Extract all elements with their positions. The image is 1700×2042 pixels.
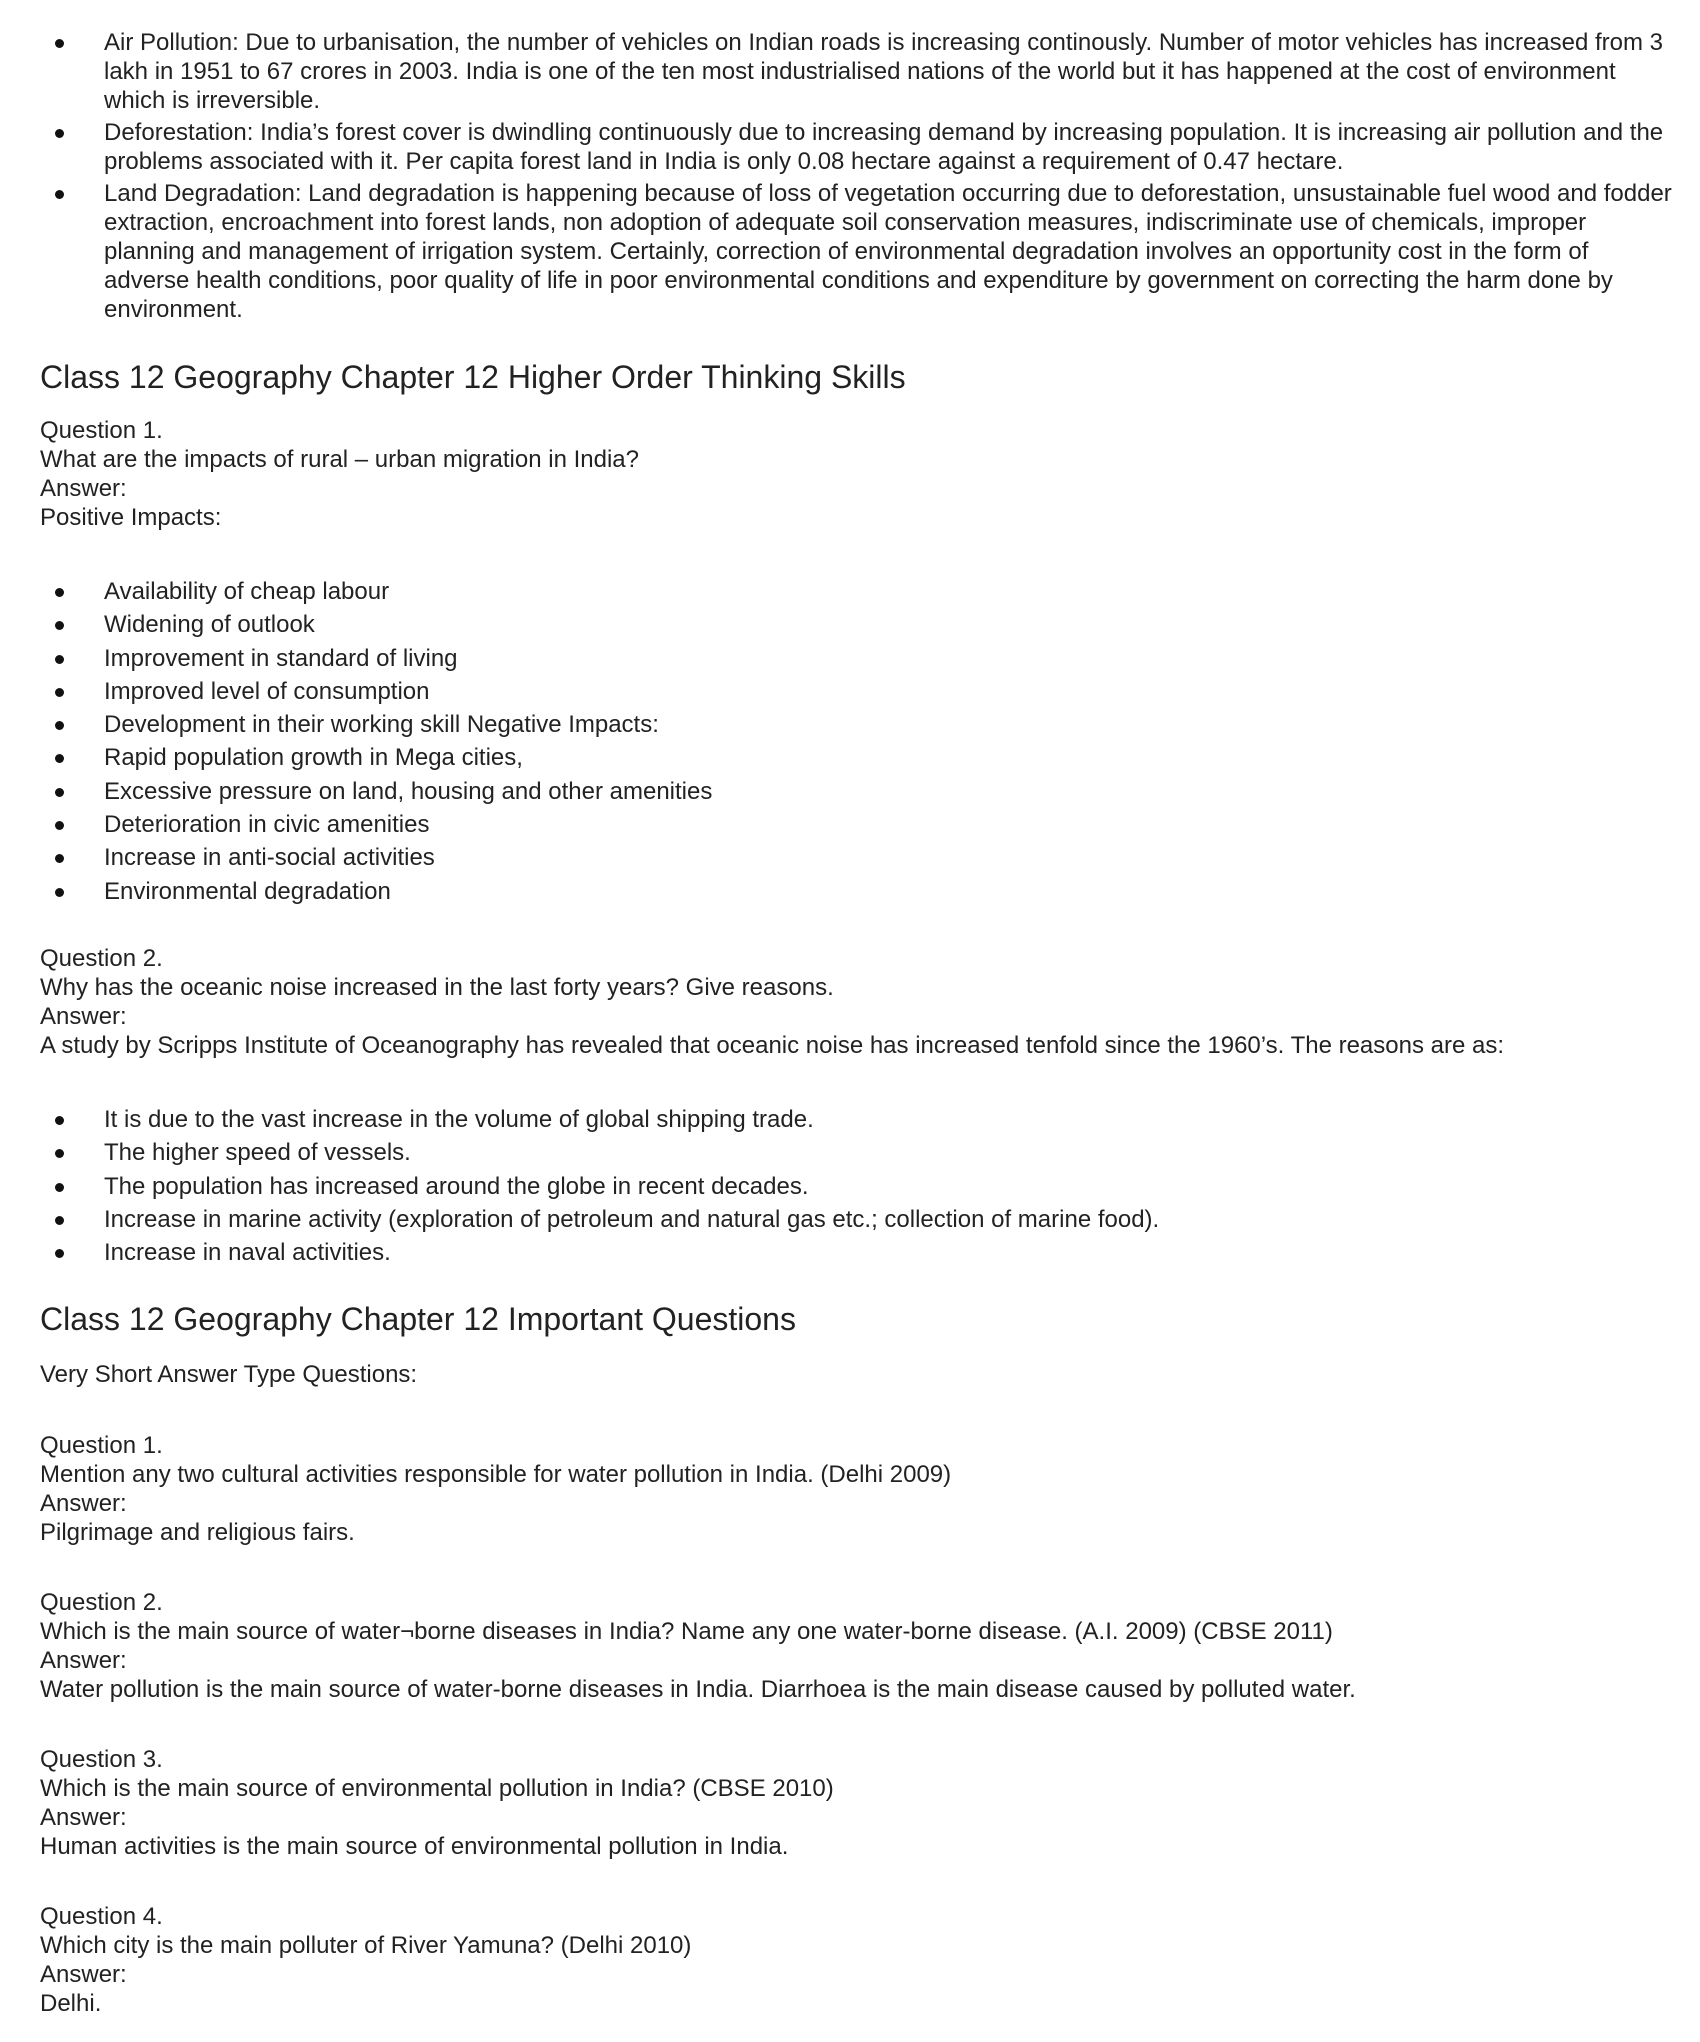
answer-label: Answer: — [40, 1961, 127, 1989]
list-item: The higher speed of vessels. — [40, 1136, 1680, 1169]
list-item: Increase in anti-social activities — [40, 841, 1680, 874]
hots-heading: Class 12 Geography Chapter 12 Higher Order Thinking Skills — [40, 359, 906, 395]
question-label: Question 2. — [40, 1589, 163, 1617]
answer-intro: Positive Impacts: — [40, 504, 222, 531]
list-item: Availability of cheap labour — [40, 575, 1680, 608]
list-item: It is due to the vast increase in the volume of global shipping trade. — [40, 1103, 1680, 1136]
list-item: Deforestation: India’s forest cover is dwindling continuously due to increasing demand by increasing population. It is increasing air pollution and the problems associated with it. Per capita forest land in India is only 0.08 hectare against a requirement of 0.47 hectare. — [40, 118, 1680, 176]
question-text: Which city is the main polluter of River Yamuna? (Delhi 2010) — [40, 1932, 692, 1960]
list-item: Air Pollution: Due to urbanisation, the number of vehicles on Indian roads is increasing continously. Number of motor vehicles has increased from 3 lakh in 1951 to 67 crores in 2003. India is one of the ten most industrialised nations of the world but it has happened at the cost of environment which is irreversible. — [40, 28, 1680, 115]
oceanic-noise-reasons-list — [40, 1103, 1680, 1269]
answer-label: Answer: — [40, 1647, 127, 1675]
question-label: Question 1. — [40, 417, 163, 444]
important-question-3 — [40, 1745, 1680, 1861]
question-label: Question 2. — [40, 944, 163, 972]
list-item: Development in their working skill Negative Impacts: — [40, 708, 1680, 741]
list-item: Widening of outlook — [40, 608, 1680, 641]
answer-text: Pilgrimage and religious fairs. — [40, 1519, 355, 1547]
answer-text: Delhi. — [40, 1990, 102, 2018]
question-text: Mention any two cultural activities responsible for water pollution in India. (Delhi 2009) — [40, 1461, 952, 1489]
answer-intro: A study by Scripps Institute of Oceanography has revealed that oceanic noise has increased tenfold since the 1960’s. The reasons are as: — [40, 1031, 1505, 1059]
list-item: Excessive pressure on land, housing and other amenities — [40, 775, 1680, 808]
intro-bullet-list — [40, 28, 1680, 324]
migration-impacts-list — [40, 575, 1680, 908]
answer-text: Human activities is the main source of environmental pollution in India. — [40, 1833, 789, 1861]
answer-label: Answer: — [40, 1804, 127, 1832]
question-text: Which is the main source of environmental pollution in India? (CBSE 2010) — [40, 1775, 834, 1803]
list-item: Improved level of consumption — [40, 675, 1680, 708]
important-question-2 — [40, 1588, 1680, 1704]
very-short-answer-subheading: Very Short Answer Type Questions: — [40, 1361, 418, 1389]
list-item: The population has increased around the globe in recent decades. — [40, 1170, 1680, 1203]
question-text: Why has the oceanic noise increased in the last forty years? Give reasons. — [40, 973, 834, 1001]
question-text: Which is the main source of water¬borne diseases in India? Name any one water-borne disease. (A.I. 2009) (CBSE 2011) — [40, 1618, 1333, 1646]
important-question-1 — [40, 1431, 1680, 1547]
important-question-4 — [40, 1902, 1680, 2018]
important-questions-heading: Class 12 Geography Chapter 12 Important Questions — [40, 1301, 796, 1338]
hots-question-1 — [40, 416, 1680, 532]
answer-label: Answer: — [40, 475, 127, 502]
answer-label: Answer: — [40, 1002, 127, 1030]
question-label: Question 1. — [40, 1432, 163, 1460]
answer-label: Answer: — [40, 1490, 127, 1518]
list-item: Rapid population growth in Mega cities, — [40, 741, 1680, 774]
answer-text: Water pollution is the main source of water-borne diseases in India. Diarrhoea is the main disease caused by polluted water. — [40, 1676, 1356, 1704]
list-item: Increase in marine activity (exploration of petroleum and natural gas etc.; collection of marine food). — [40, 1203, 1680, 1236]
question-label: Question 4. — [40, 1903, 163, 1931]
question-label: Question 3. — [40, 1746, 163, 1774]
list-item: Environmental degradation — [40, 875, 1680, 908]
list-item: Deterioration in civic amenities — [40, 808, 1680, 841]
document-page — [40, 28, 1680, 2018]
hots-question-2 — [40, 944, 1680, 1060]
question-text: What are the impacts of rural – urban migration in India? — [40, 446, 639, 473]
list-item: Land Degradation: Land degradation is happening because of loss of vegetation occurring due to deforestation, unsustainable fuel wood and fodder extraction, encroachment into forest lands, non adoption of adequate soil conservation measures, indiscriminate use of chemicals, improper planning and management of irrigation system. Certainly, correction of environmental degradation involves an opportunity cost in the form of adverse health conditions, poor quality of life in poor environmental conditions and expenditure by government on correcting the harm done by environment. — [40, 179, 1680, 324]
list-item: Increase in naval activities. — [40, 1236, 1680, 1269]
list-item: Improvement in standard of living — [40, 642, 1680, 675]
